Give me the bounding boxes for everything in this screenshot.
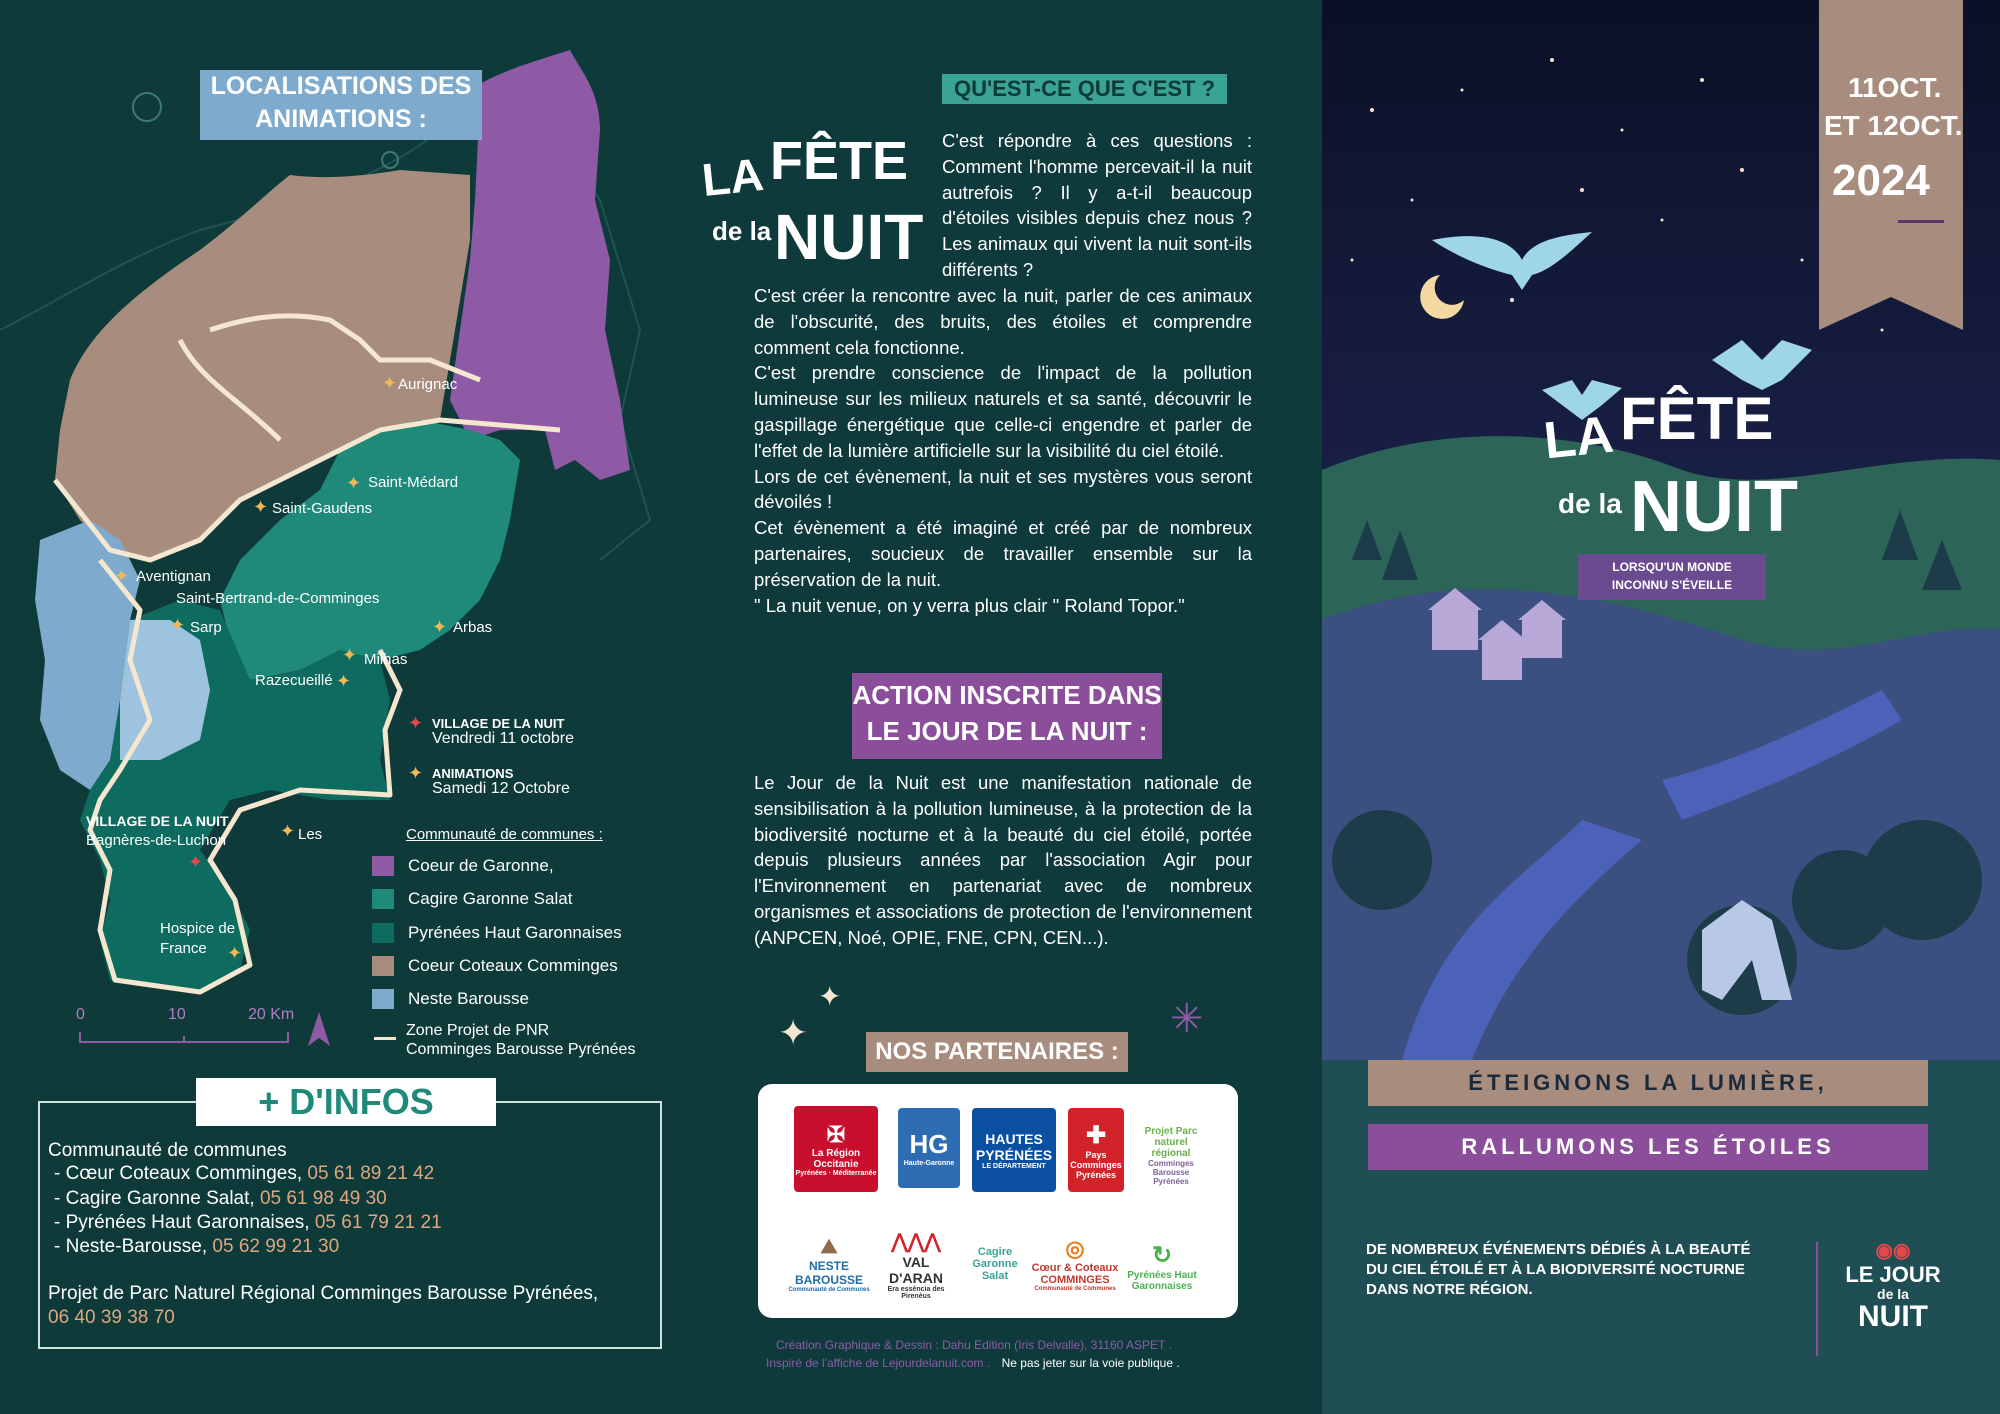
action-line1: ACTION INSCRITE DANS (852, 680, 1162, 710)
logo-fete: FÊTE (770, 131, 909, 191)
star-marker-icon: ✦ (346, 473, 362, 493)
scale-0: 0 (76, 1006, 85, 1023)
village-label: VILLAGE DE LA NUIT (86, 813, 229, 829)
scale-20: 20 Km (248, 1006, 295, 1023)
legend-swatch (372, 923, 394, 943)
partners-title: NOS PARTENAIRES : (866, 1032, 1128, 1072)
star-marker-icon: ✦ (114, 566, 130, 586)
infos-line: - Neste-Barousse, 05 62 99 21 30 (54, 1236, 340, 1257)
partner-logo-coeur-coteaux: ◎ Cœur & Coteaux COMMINGES Communauté de Communes (1030, 1224, 1120, 1304)
cover-logo-fete: FÊTE (1620, 385, 1774, 452)
logo-nuit: NUIT (774, 201, 924, 273)
sparkle-icon: ✳ (1170, 997, 1204, 1041)
sparkle-icon: ✦ (818, 981, 842, 1012)
star-marker-icon: ✦ (342, 645, 358, 665)
cover-logo-nuit: NUIT (1630, 467, 1798, 547)
legend-swatch (372, 956, 394, 976)
place-saint-gaudens: Saint-Gaudens (272, 500, 373, 517)
partner-logo-pnr: Projet Parc naturel régional Comminges Barousse Pyrénées (1136, 1108, 1206, 1204)
cover-logo-la: LA (1541, 405, 1617, 471)
place-les: Les (298, 826, 323, 843)
zone-label-2: Comminges Barousse Pyrénées (406, 1041, 636, 1058)
animations-key-icon: ✦ (408, 763, 424, 783)
key-animations-date: Samedi 12 Octobre (432, 780, 570, 797)
action-text: Le Jour de la Nuit est une manifestation nationale de sensibilisation à la pollution lumineuse, à la protection de la biodiversité nocturne et à la beauté du ciel étoilé, portée depuis plusieurs années par l'association Agir pour l'Environnement en partenariat avec de nombreux organismes et associations de protection de l'environnement (ANPCEN, Noé, OPIE, FNE, CPN, CEN...). (754, 772, 1252, 948)
partner-logo-pays-comminges: ✚ Pays Comminges Pyrénées (1068, 1108, 1124, 1192)
zone-label-1: Zone Projet de PNR (406, 1022, 550, 1039)
slogan-1: ÉTEIGNONS LA LUMIÈRE, (1368, 1060, 1928, 1106)
legend-swatch (372, 889, 394, 909)
infos-line: - Cagire Garonne Salat, 05 61 98 49 30 (54, 1188, 387, 1209)
legend-label: Neste Barousse (408, 989, 529, 1008)
zone-line (374, 1037, 396, 1040)
place-arbas: Arbas (453, 619, 493, 636)
sparkle-icon: ✦ (778, 1012, 809, 1053)
infos-pnr: Projet de Parc Naturel Régional Comminges Barousse Pyrénées, (48, 1283, 599, 1304)
infos-line: - Pyrénées Haut Garonnaises, 05 61 79 21 21 (54, 1212, 442, 1233)
question-p2: C'est créer la rencontre avec la nuit, parler de ces animaux de l'obscurité, des bruits, des étoiles et comprendre comment cela fonctionne. (754, 285, 1252, 358)
jour-logo-dela: de la (1877, 1286, 1909, 1302)
action-title (852, 673, 1162, 759)
action-line2: LE JOUR DE LA NUIT : (866, 716, 1148, 746)
slogan-2: RALLUMONS LES ÉTOILES (1368, 1124, 1928, 1170)
question-p6: " La nuit venue, on y verra plus clair " Roland Topor." (754, 594, 1185, 616)
infos-heading: Communauté de communes (48, 1140, 287, 1161)
logo-dela: de la (712, 216, 772, 246)
legend-swatch (372, 989, 394, 1009)
place-milhas: Milhas (364, 651, 408, 668)
cover-panel (1322, 0, 2000, 1414)
credit-line-1: Création Graphique & Dessin : Dahu Edition (Iris Delvalle), 31160 ASPET . (776, 1338, 1172, 1352)
village-key-icon: ✦ (408, 713, 424, 733)
village-marker-icon: ✦ (188, 852, 204, 872)
key-animations-title: ANIMATIONS (432, 766, 514, 781)
question-title: QU'EST-CE QUE C'EST ? (942, 74, 1227, 104)
legend-label: Pyrénées Haut Garonnaises (408, 923, 622, 942)
cover-fete-logo (1541, 384, 1798, 554)
question-text-upper (942, 128, 1252, 283)
cover-tagline (1578, 554, 1766, 600)
partner-logo-hg: HG Haute-Garonne (898, 1108, 960, 1188)
star-marker-icon: ✦ (382, 373, 398, 393)
star-marker-icon: ✦ (170, 615, 186, 635)
place-sarp: Sarp (190, 619, 222, 636)
legend-swatch (372, 856, 394, 876)
key-village-date: Vendredi 11 octobre (432, 730, 575, 747)
place-bagneres: Bagnères-de-Luchon (86, 832, 227, 849)
scale-bar (78, 1028, 298, 1048)
scale-10: 10 (168, 1006, 186, 1023)
star-marker-icon: ✦ (227, 943, 243, 963)
infos-title: + D'INFOS (196, 1078, 496, 1126)
partner-logo-hautes-pyrenees: HAUTES PYRÉNÉES LE DÉPARTEMENT (972, 1108, 1056, 1192)
question-p1: C'est répondre à ces questions : Comment l'homme percevait-il la nuit autrefois ? Il y a-t-il beaucoup d'étoiles visibles depuis chez nous ? Les animaux qui vivent la nuit sont-ils différents ? (942, 130, 1252, 280)
star-marker-icon: ✦ (432, 617, 448, 637)
question-text-lower (754, 283, 1252, 618)
partner-logo-val-daran: ⋀⋀⋀ VAL D'ARAN Era essència des Pirenèus (876, 1226, 956, 1302)
map-title-line1: LOCALISATIONS DES (210, 72, 472, 100)
question-p4: Lors de cet évènement, la nuit et ses mystères vous seront dévoilés ! (754, 465, 1252, 513)
events-text: DE NOMBREUX ÉVÉNEMENTS DÉDIÉS À LA BEAUTÉ DU CIEL ÉTOILÉ ET À LA BIODIVERSITÉ NOCTURNE DANS NOTRE RÉGION. (1366, 1241, 1751, 1298)
tagline-line1: LORSQU'UN MONDE (1612, 560, 1732, 574)
place-saint-medard: Saint-Médard (368, 474, 459, 491)
question-p3: C'est prendre conscience de l'impact de la pollution lumineuse sur les milieux naturels et sa santé, découvrir le gaspillage énergétique que celle-ci engendre et parler de l'effet de la lumière artificielle sur la visibilité du ciel étoilé. (754, 362, 1252, 461)
partner-logo-pyrenees-hg: ↻ Pyrénées Haut Garonnaises (1120, 1224, 1204, 1308)
logo-la: LA (699, 147, 766, 207)
map-title (200, 70, 482, 140)
date-underline (1898, 220, 1944, 223)
tagline-line2: INCONNU S'ÉVEILLE (1611, 578, 1733, 592)
place-hospice-1: Hospice de (160, 920, 236, 937)
jour-logo (1838, 1238, 1948, 1362)
legend-title: Communauté de communes : (406, 826, 603, 843)
cover-logo-dela: de la (1558, 488, 1622, 519)
key-village-title: VILLAGE DE LA NUIT (432, 716, 565, 731)
map-svg (0, 0, 680, 1080)
owl-icon: ◉◉ (1875, 1240, 1911, 1262)
partner-logo-occitanie: ✠ La Région Occitanie Pyrénées · Méditerranée (794, 1106, 878, 1192)
year: 2024 (1832, 156, 1930, 205)
credit-no-litter: Ne pas jeter sur la voie publique . (1001, 1356, 1180, 1370)
place-hospice-2: France (160, 940, 207, 957)
legend-label: Cagire Garonne Salat (408, 889, 573, 908)
credit-inspired: Inspiré de l'affiche de Lejourdelanuit.com . (766, 1356, 991, 1370)
fete-logo (699, 130, 924, 280)
legend-label: Coeur de Garonne, (408, 856, 554, 875)
partner-logo-cagire: Cagire Garonne Salat (970, 1224, 1020, 1304)
date-line2: ET 12OCT. (1824, 110, 1963, 141)
legend-label: Coeur Coteaux Comminges (408, 956, 618, 975)
place-aurignac: Aurignac (398, 376, 458, 393)
jour-logo-nuit: NUIT (1858, 1300, 1928, 1333)
star-marker-icon: ✦ (336, 671, 352, 691)
place-saint-bertrand: Saint-Bertrand-de-Comminges (176, 590, 380, 607)
divider (1816, 1242, 1818, 1356)
star-marker-icon: ✦ (280, 821, 296, 841)
infos-line: - Cœur Coteaux Comminges, 05 61 89 21 42 (54, 1163, 435, 1184)
north-arrow-icon (304, 1010, 334, 1050)
star-marker-icon: ✦ (253, 497, 269, 517)
jour-logo-le: LE JOUR (1845, 1262, 1941, 1287)
place-razecueille: Razecueillé (255, 672, 333, 689)
place-aventignan: Aventignan (136, 568, 211, 585)
question-p5: Cet évènement a été imaginé et créé par de nombreux partenaires, soucieux de travailler ensemble sur la préservation de la nuit. (754, 517, 1252, 590)
map-title-line2: ANIMATIONS : (255, 105, 427, 133)
infos-pnr-phone: 06 40 39 38 70 (48, 1307, 175, 1328)
date-line1: 11OCT. (1848, 72, 1942, 103)
credit-line-2 (766, 1356, 1180, 1370)
partner-logo-neste-barousse: ⛰ NESTE BAROUSSE Communauté de Communes (784, 1230, 874, 1298)
